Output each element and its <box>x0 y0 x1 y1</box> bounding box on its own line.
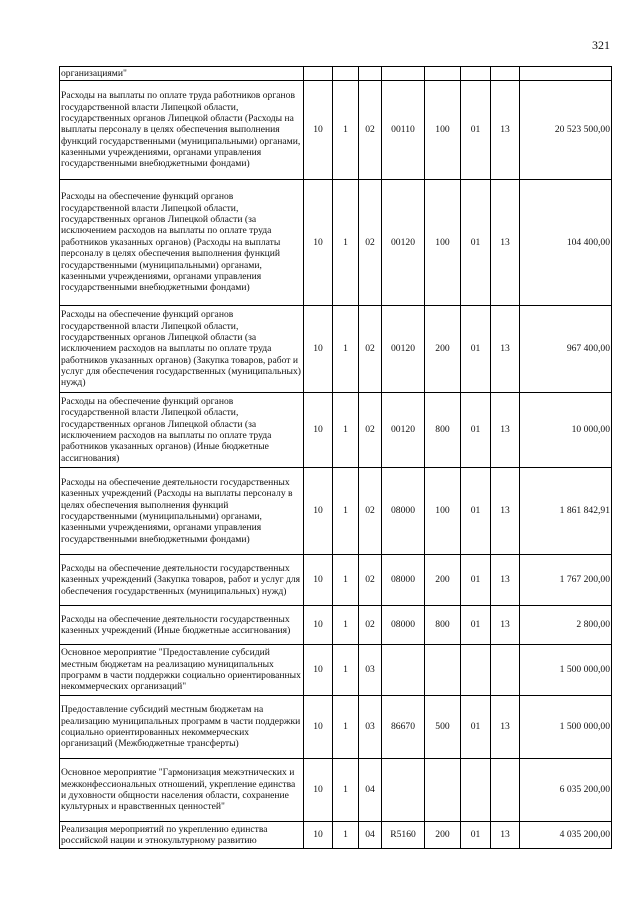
subprogram-code: 1 <box>333 555 359 606</box>
amount <box>520 67 612 81</box>
table-row <box>60 606 612 645</box>
amount: 1 500 000,00 <box>520 645 612 696</box>
budget-table <box>59 66 612 849</box>
amount: 967 400,00 <box>520 306 612 393</box>
section-code: 01 <box>461 606 491 645</box>
program-code: 10 <box>304 180 333 306</box>
activity-code: 02 <box>359 606 382 645</box>
subprogram-code: 1 <box>333 81 359 180</box>
direction-code <box>382 67 425 81</box>
expense-type-code: 200 <box>425 306 461 393</box>
row-description: Расходы на обеспечение деятельности государственных казенных учреждений (Расходы на выплаты персоналу в целях обеспечения выполнения функций государственными (муниципальными) органами, казенными учреждениями, органами управления государственными внебюджетными фондами) <box>60 468 304 555</box>
subsection-code: 13 <box>491 606 520 645</box>
amount: 20 523 500,00 <box>520 81 612 180</box>
table-row <box>60 81 612 180</box>
subprogram-code: 1 <box>333 759 359 822</box>
program-code: 10 <box>304 306 333 393</box>
subsection-code: 13 <box>491 696 520 759</box>
subprogram-code <box>333 67 359 81</box>
table-row <box>60 180 612 306</box>
table-row <box>60 696 612 759</box>
direction-code: 00120 <box>382 180 425 306</box>
activity-code: 04 <box>359 759 382 822</box>
expense-type-code: 800 <box>425 393 461 468</box>
expense-type-code: 500 <box>425 696 461 759</box>
section-code: 01 <box>461 393 491 468</box>
subsection-code <box>491 67 520 81</box>
amount: 10 000,00 <box>520 393 612 468</box>
subprogram-code: 1 <box>333 180 359 306</box>
row-description: Расходы на обеспечение деятельности государственных казенных учреждений (Иные бюджетные ассигнования) <box>60 606 304 645</box>
expense-type-code: 100 <box>425 180 461 306</box>
direction-code: 08000 <box>382 606 425 645</box>
section-code: 01 <box>461 696 491 759</box>
table-row <box>60 555 612 606</box>
page-number: 321 <box>592 38 610 52</box>
direction-code: 86670 <box>382 696 425 759</box>
section-code: 01 <box>461 822 491 849</box>
subsection-code <box>491 759 520 822</box>
table-row <box>60 468 612 555</box>
expense-type-code: 800 <box>425 606 461 645</box>
program-code: 10 <box>304 81 333 180</box>
row-description: Расходы на обеспечение деятельности государственных казенных учреждений (Закупка товаров, работ и услуг для обеспечения государственных (муниципальных) нужд) <box>60 555 304 606</box>
row-description: организациями" <box>60 67 304 81</box>
expense-type-code: 100 <box>425 81 461 180</box>
activity-code: 02 <box>359 81 382 180</box>
subsection-code: 13 <box>491 180 520 306</box>
section-code <box>461 759 491 822</box>
program-code: 10 <box>304 645 333 696</box>
subsection-code: 13 <box>491 822 520 849</box>
program-code: 10 <box>304 759 333 822</box>
direction-code: 00120 <box>382 306 425 393</box>
subprogram-code: 1 <box>333 393 359 468</box>
section-code: 01 <box>461 180 491 306</box>
subsection-code: 13 <box>491 81 520 180</box>
row-description: Расходы на обеспечение функций органов государственной власти Липецкой области, государственных органов Липецкой области (за исключением расходов на выплаты по оплате труда работников указанных органов) (Закупка товаров, работ и услуг для обеспечения государственных (муниципальных) нужд) <box>60 306 304 393</box>
expense-type-code <box>425 645 461 696</box>
subprogram-code: 1 <box>333 468 359 555</box>
direction-code <box>382 759 425 822</box>
table-row <box>60 393 612 468</box>
direction-code: 00120 <box>382 393 425 468</box>
amount: 1 861 842,91 <box>520 468 612 555</box>
subprogram-code: 1 <box>333 645 359 696</box>
section-code: 01 <box>461 306 491 393</box>
expense-type-code: 200 <box>425 555 461 606</box>
amount: 1 767 200,00 <box>520 555 612 606</box>
table-row <box>60 306 612 393</box>
activity-code: 04 <box>359 822 382 849</box>
program-code: 10 <box>304 555 333 606</box>
direction-code: 08000 <box>382 555 425 606</box>
activity-code <box>359 67 382 81</box>
table-row <box>60 67 612 81</box>
subprogram-code: 1 <box>333 822 359 849</box>
activity-code: 02 <box>359 468 382 555</box>
section-code: 01 <box>461 81 491 180</box>
subsection-code: 13 <box>491 393 520 468</box>
row-description: Предоставление субсидий местным бюджетам на реализацию муниципальных программ в части поддержки социально ориентированных некоммерческих организаций (Межбюджетные трансферты) <box>60 696 304 759</box>
amount: 104 400,00 <box>520 180 612 306</box>
subprogram-code: 1 <box>333 696 359 759</box>
direction-code: R5160 <box>382 822 425 849</box>
activity-code: 03 <box>359 696 382 759</box>
activity-code: 02 <box>359 180 382 306</box>
row-description: Расходы на выплаты по оплате труда работников органов государственной власти Липецкой области, государственных органов Липецкой области (Расходы на выплаты персоналу в целях обеспечения выполнения функций государственными (муниципальными) органами, казенными учреждениями, органами управления государственными внебюджетными фондами) <box>60 81 304 180</box>
subprogram-code: 1 <box>333 306 359 393</box>
table-row <box>60 822 612 849</box>
program-code <box>304 67 333 81</box>
subsection-code: 13 <box>491 555 520 606</box>
expense-type-code: 200 <box>425 822 461 849</box>
program-code: 10 <box>304 696 333 759</box>
amount: 1 500 000,00 <box>520 696 612 759</box>
subsection-code <box>491 645 520 696</box>
expense-type-code <box>425 67 461 81</box>
subsection-code: 13 <box>491 306 520 393</box>
section-code: 01 <box>461 555 491 606</box>
direction-code: 00110 <box>382 81 425 180</box>
subprogram-code: 1 <box>333 606 359 645</box>
activity-code: 02 <box>359 306 382 393</box>
row-description: Расходы на обеспечение функций органов государственной власти Липецкой области, государственных органов Липецкой области (за исключением расходов на выплаты по оплате труда работников указанных органов) (Иные бюджетные ассигнования) <box>60 393 304 468</box>
amount: 4 035 200,00 <box>520 822 612 849</box>
section-code <box>461 67 491 81</box>
program-code: 10 <box>304 468 333 555</box>
subsection-code: 13 <box>491 468 520 555</box>
program-code: 10 <box>304 822 333 849</box>
table-row <box>60 645 612 696</box>
section-code <box>461 645 491 696</box>
direction-code: 08000 <box>382 468 425 555</box>
program-code: 10 <box>304 393 333 468</box>
row-description: Основное мероприятие "Гармонизация межэтнических и межконфессиональных отношений, укрепление единства и духовности общности населения области, сохранение культурных и нравственных ценностей" <box>60 759 304 822</box>
expense-type-code: 100 <box>425 468 461 555</box>
row-description: Реализация мероприятий по укреплению единства российской нации и этнокультурному развитию <box>60 822 304 849</box>
program-code: 10 <box>304 606 333 645</box>
row-description: Основное мероприятие "Предоставление субсидий местным бюджетам на реализацию муниципальных программ в части поддержки социально ориентированных некоммерческих организаций" <box>60 645 304 696</box>
row-description: Расходы на обеспечение функций органов государственной власти Липецкой области, государственных органов Липецкой области (за исключением расходов на выплаты по оплате труда работников указанных органов) (Расходы на выплаты персоналу в целях обеспечения выполнения функций государственными (муниципальными) органами, казенными учреждениями, органами управления государственными внебюджетными фондами) <box>60 180 304 306</box>
activity-code: 02 <box>359 393 382 468</box>
amount: 2 800,00 <box>520 606 612 645</box>
direction-code <box>382 645 425 696</box>
amount: 6 035 200,00 <box>520 759 612 822</box>
expense-type-code <box>425 759 461 822</box>
activity-code: 02 <box>359 555 382 606</box>
activity-code: 03 <box>359 645 382 696</box>
table-row <box>60 759 612 822</box>
section-code: 01 <box>461 468 491 555</box>
